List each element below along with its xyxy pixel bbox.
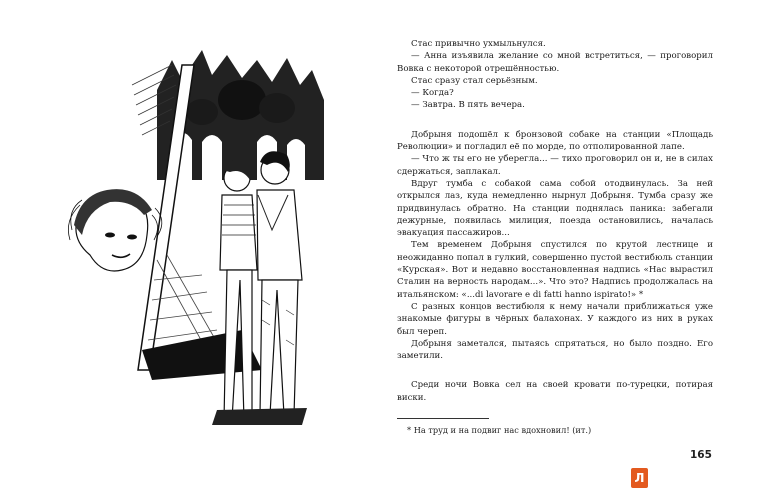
page-number: 165 [690, 449, 712, 461]
paragraph: Добрыня заметался, пытаясь спрятаться, но было поздно. Его заметили. [397, 338, 713, 362]
publisher-logo-icon [631, 468, 648, 488]
logo-letter: Л [634, 471, 645, 485]
paragraph: — Когда? [411, 88, 454, 99]
paragraph: Добрыня подошёл к бронзовой собаке на станции «Площадь Революции» и погладил её по морде, по отполированной лапе. [397, 129, 713, 153]
text-column [397, 38, 713, 436]
paragraph: Стас привычно ухмыльнулся. [411, 39, 546, 49]
paragraph: Вдруг тумба с собакой сама собой отодвинулась. За ней открылся лаз, куда немедленно нырнул Добрыня. Тумба сразу же придвинулась обратно. На станции поднялась паника: забегали дежурные, появилась милиция, поезда остановились, началась эвакуация пассажиров... [397, 178, 713, 239]
ink-drawing-couple-venice-icon [62, 30, 362, 435]
paragraph: Тем временем Добрыня спустился по крутой лестнице и неожиданно попал в гулкий, совершенно пустой вестибюль станции «Курская». Вот и недавно восстановленная надпись «Нас вырастил Сталин на верность народам...». Что это? Надпись продолжалась на итальянском: «...di lavorare e di fatti hanno ispirato!» * [397, 240, 713, 300]
paragraph: — Что ж ты его не уберегла... — тихо проговорил он и, не в силах сдержаться, заплакал. [397, 154, 713, 177]
section-gap [397, 362, 713, 379]
paragraph: Стас сразу стал серьёзным. [411, 75, 538, 86]
footnote: * На труд и на подвиг нас вдохновил! (ит.) [407, 425, 592, 436]
paragraph: Среди ночи Вовка сел на своей кровати по-турецки, потирая виски. [397, 380, 713, 403]
footnote-rule [397, 418, 489, 419]
paragraph: — Анна изъявила желание со мной встретиться, — проговорил Вовка с некоторой отрешённостью. [397, 51, 713, 74]
paragraph: — Завтра. В пять вечера. [411, 100, 525, 111]
section-gap [397, 112, 713, 129]
paragraph: С разных концов вестибюля к нему начали приближаться уже знакомые фигуры в чёрных балахонах. У каждого из них в руках был череп. [397, 301, 713, 337]
illustration [62, 30, 362, 435]
